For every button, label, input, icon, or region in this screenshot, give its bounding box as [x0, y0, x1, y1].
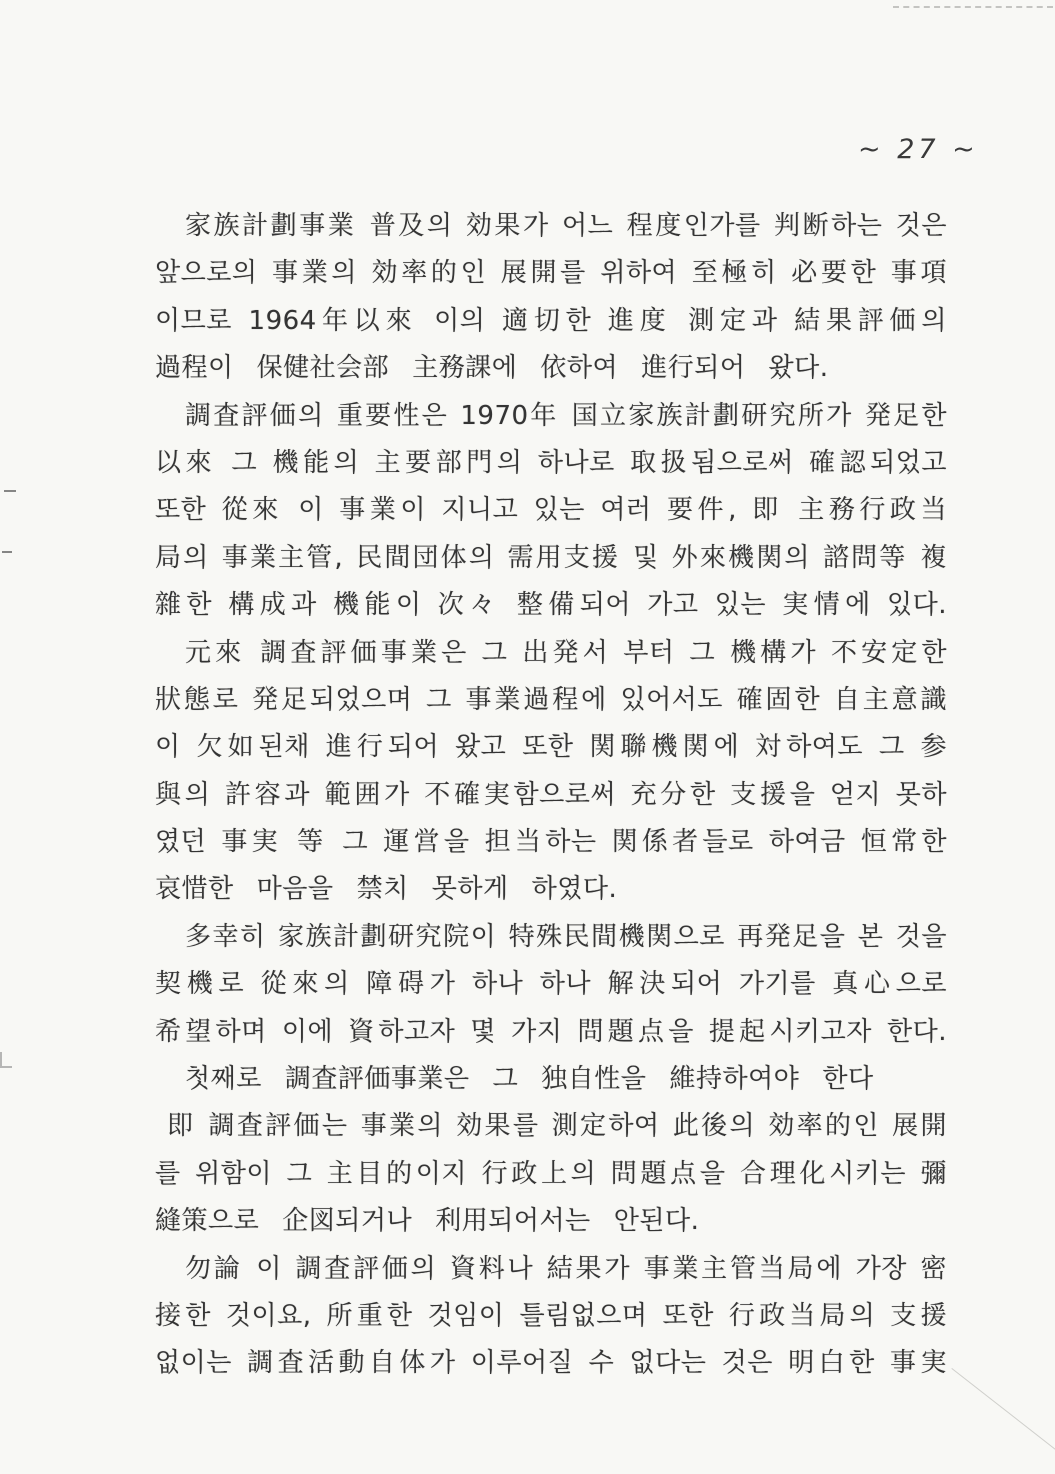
- scan-artifact-corner-crease: [951, 1368, 1055, 1474]
- page-number: ~ 27 ~: [858, 134, 979, 165]
- text-line: 狀態로 発足되었으며 그 事業過程에 있어서도 確固한 自主意識: [155, 684, 947, 715]
- text-line: 以來 그 機能의 主要部門의 하나로 取扱됨으로써 確認되었고: [155, 447, 947, 478]
- scan-artifact-margin-dash: [2, 551, 12, 553]
- text-line: 調査評価의 重要性은 1970年 国立家族計劃研究所가 発足한: [185, 400, 947, 431]
- scan-artifact-margin-mark: [0, 1052, 12, 1068]
- scan-artifact-top-dashed-line: [893, 6, 1053, 8]
- text-line: 앞으로의 事業의 効率的인 展開를 위하여 至極히 必要한 事項: [155, 258, 947, 289]
- text-line: 與의 許容과 範囲가 不確実함으로써 充分한 支援을 얻지 못하: [155, 779, 947, 810]
- text-line: 元來 調査評価事業은 그 出発서 부터 그 機構가 不安定한: [185, 637, 947, 668]
- text-line: 였던 事実 等 그 運営을 担当하는 関係者들로 하여금 恒常한: [155, 827, 947, 858]
- text-line: 契機로 從來의 障碍가 하나 하나 解決되어 가기를 真心으로: [155, 969, 947, 1000]
- text-line: 哀惜한 마음을 禁치 못하게 하였다.: [155, 874, 618, 905]
- text-line: 多幸히 家族計劃研究院이 特殊民間機関으로 再発足을 본 것을: [185, 921, 947, 952]
- text-line: 即 調査評価는 事業의 効果를 測定하여 此後의 効率的인 展開: [167, 1111, 947, 1142]
- text-line: 첫째로 調査評価事業은 그 独自性을 維持하여야 한다: [185, 1064, 874, 1095]
- text-line: 過程이 保健社会部 主務課에 依하여 進行되어 왔다.: [155, 353, 829, 384]
- scan-artifact-margin-dash: [4, 490, 16, 492]
- text-line: 局의 事業主管, 民間団体의 需用支援 및 外來機関의 諮問等 複: [155, 542, 947, 573]
- text-line: 接한 것이요, 所重한 것임이 틀림없으며 또한 行政当局의 支援: [155, 1300, 947, 1331]
- text-line: 이 欠如된채 進行되어 왔고 또한 関聯機関에 対하여도 그 参: [155, 732, 947, 763]
- text-line: 勿論 이 調査評価의 資料나 結果가 事業主管当局에 가장 密: [185, 1253, 947, 1284]
- text-line: 縫策으로 企図되거나 利用되어서는 안된다.: [155, 1206, 700, 1237]
- text-line: 이므로 1964年以來 이의 適切한 進度 測定과 結果評価의: [155, 305, 947, 336]
- text-line: 또한 從來 이 事業이 지니고 있는 여러 要件, 即 主務行政当: [155, 495, 947, 526]
- body-text: [155, 203, 947, 1388]
- text-line: 雜한 構成과 機能이 次々 整備되어 가고 있는 実情에 있다.: [155, 590, 947, 621]
- text-line: 를 위함이 그 主目的이지 行政上의 問題点을 合理化시키는 彌: [155, 1158, 947, 1189]
- text-line: 없이는 調査活動自体가 이루어질 수 없다는 것은 明白한 事実: [155, 1348, 947, 1379]
- text-line: 希望하며 이에 資하고자 몇 가지 問題点을 提起시키고자 한다.: [155, 1016, 947, 1047]
- text-line: 家族計劃事業 普及의 効果가 어느 程度인가를 判断하는 것은: [185, 211, 947, 241]
